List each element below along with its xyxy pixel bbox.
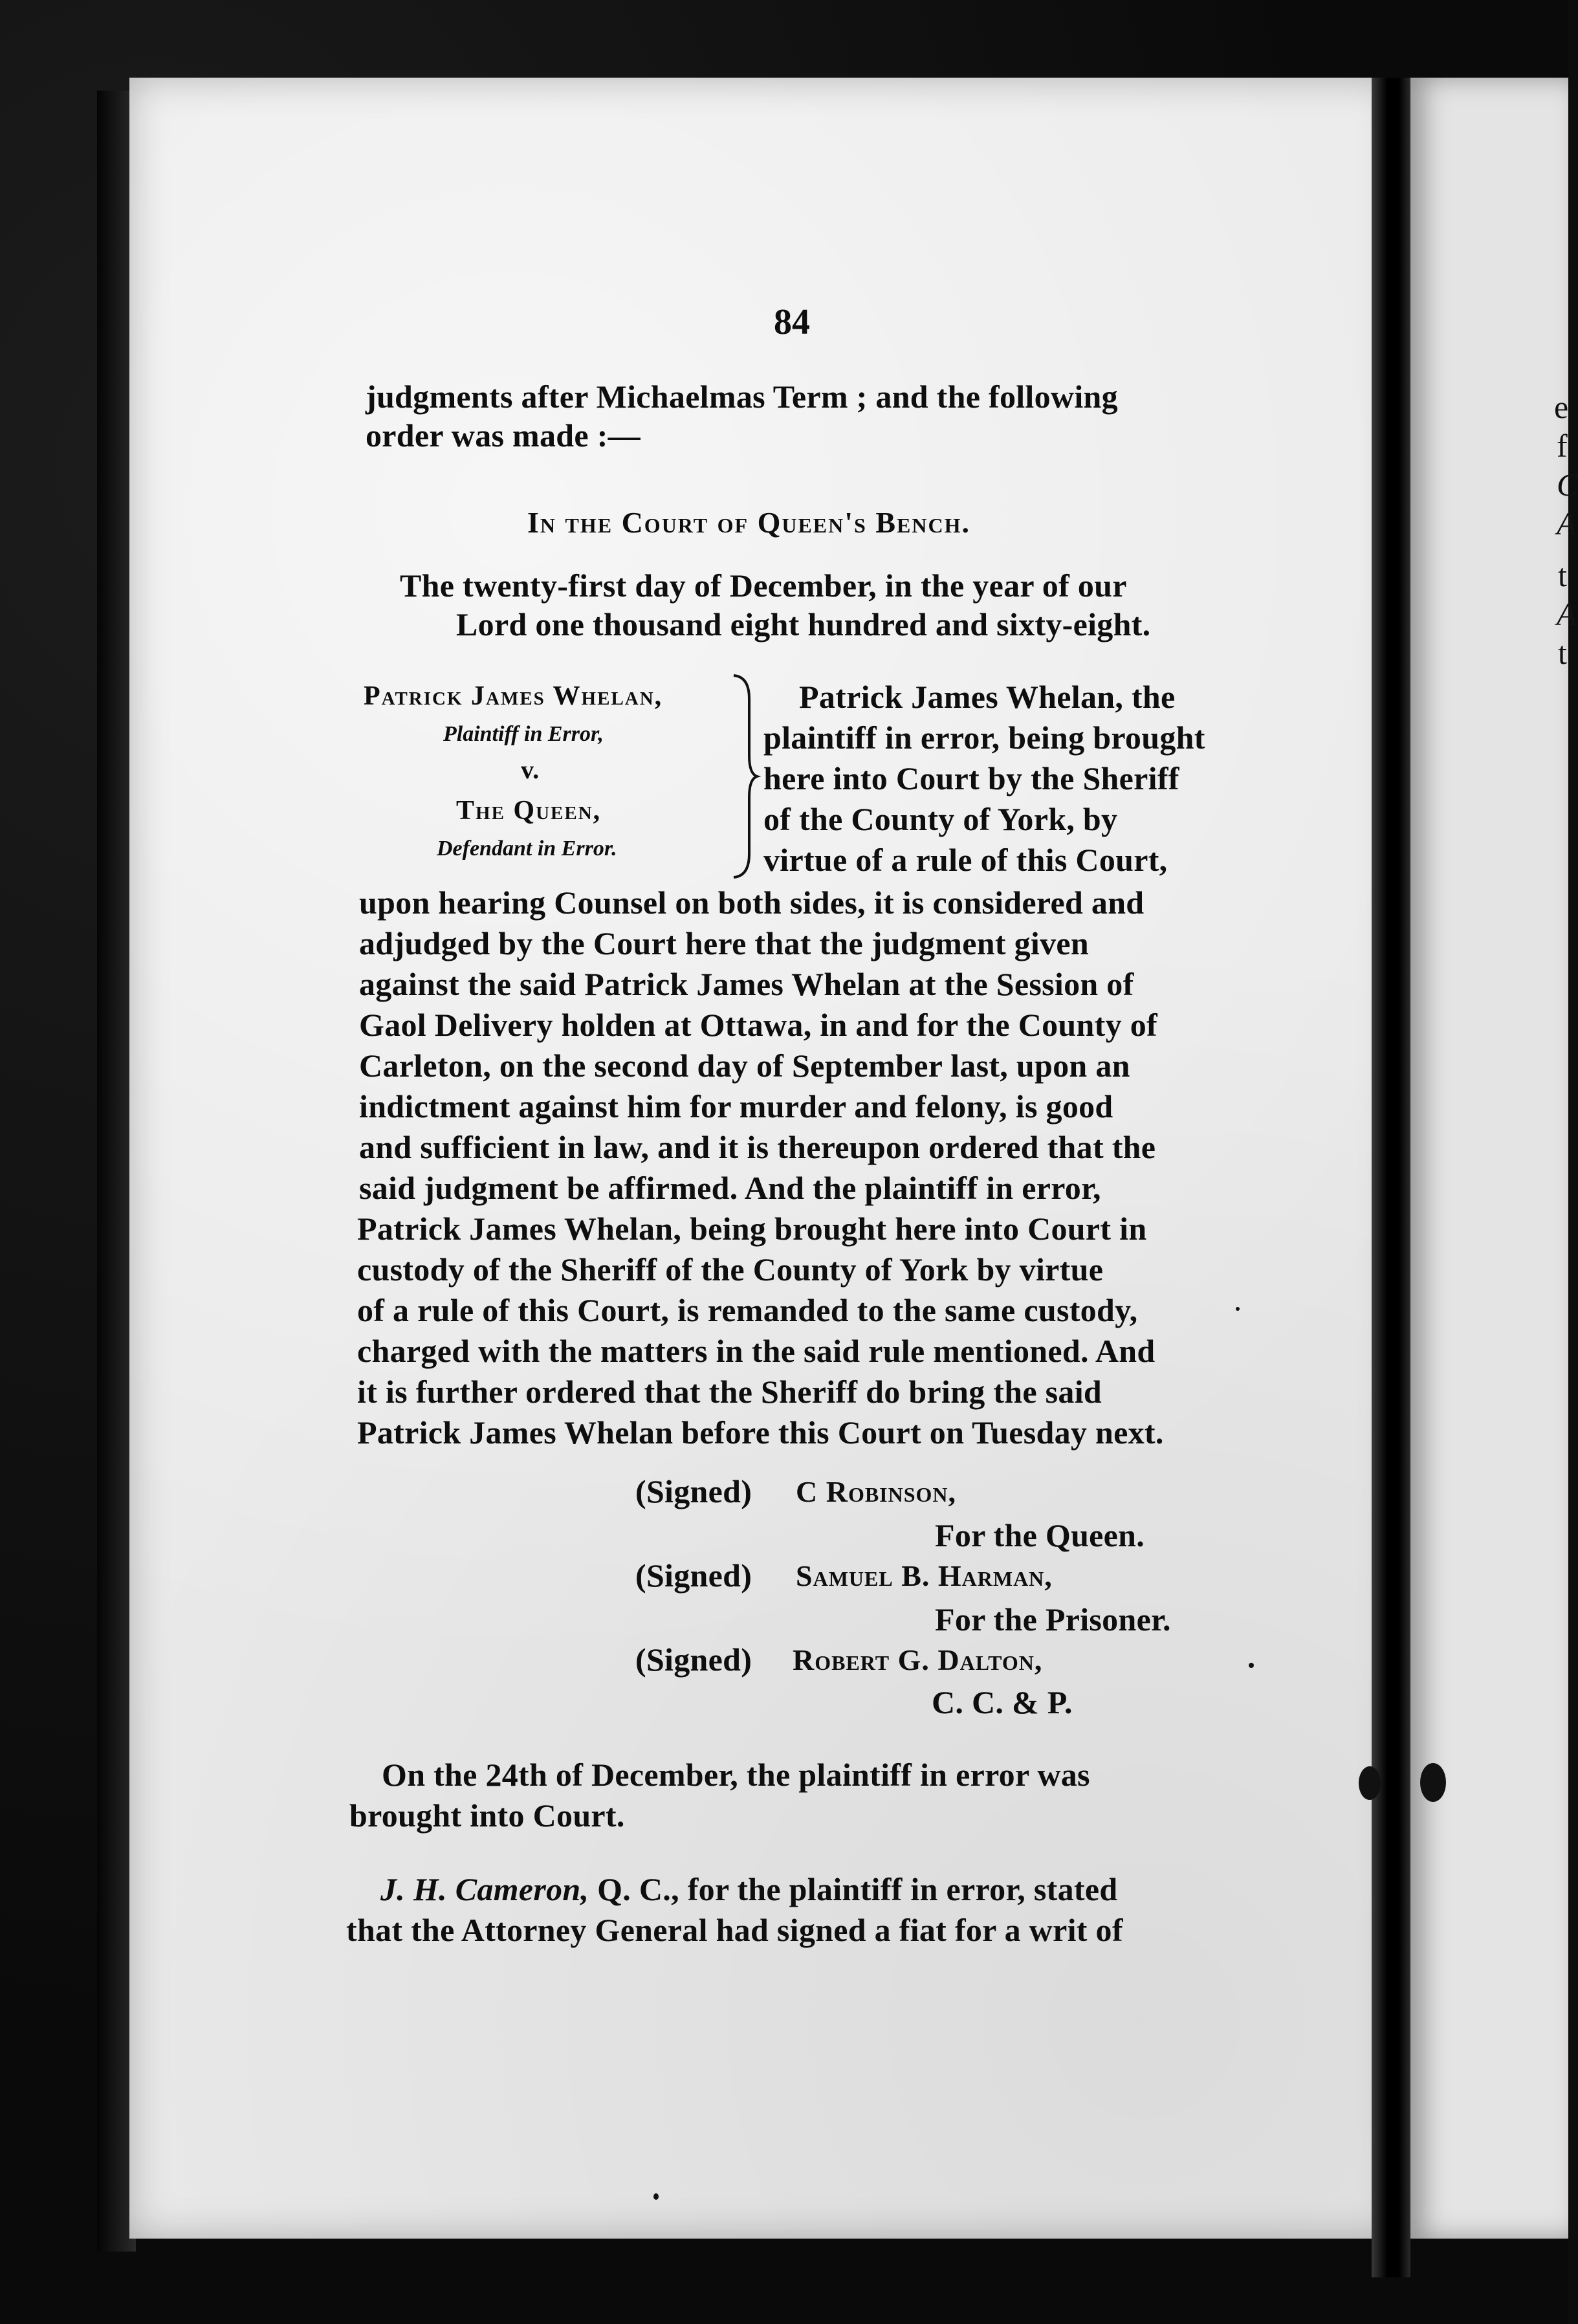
order-line: Carleton, on the second day of September last, upon an [359, 1047, 1130, 1084]
signed-label: (Signed) [635, 1557, 752, 1594]
caption-line: of the County of York, by [763, 801, 1118, 837]
curly-brace [731, 673, 757, 880]
facing-fragment: t [1558, 635, 1567, 671]
order-line: of a rule of this Court, is remanded to the same custody, [357, 1292, 1138, 1328]
facing-fragment: f [1557, 428, 1568, 464]
caption-line: plaintiff in error, being brought [763, 719, 1205, 756]
signatory-role: C. C. & P. [932, 1684, 1073, 1720]
plaintiff-name: Patrick James Whelan, [364, 681, 663, 711]
signatory-name: Samuel B. Harman, [796, 1559, 1053, 1592]
court-heading: In the Court of Queen's Bench. [527, 506, 970, 539]
plaintiff-role: Plaintiff in Error, [443, 722, 604, 746]
signatory-role: For the Prisoner. [935, 1601, 1171, 1638]
signed-label: (Signed) [635, 1473, 752, 1509]
order-line: said judgment be affirmed. And the plaintiff in error, [359, 1170, 1101, 1206]
closing-line: On the 24th of December, the plaintiff in error was [382, 1757, 1090, 1793]
counsel-name: J. H. Cameron, [380, 1871, 589, 1907]
caption-line: Patrick James Whelan, the [799, 679, 1176, 715]
caption-line: here into Court by the Sheriff [763, 760, 1179, 796]
speck [653, 2193, 659, 2200]
ink-blot [1359, 1766, 1381, 1800]
caption-line: virtue of a rule of this Court, [763, 842, 1168, 878]
order-line: it is further ordered that the Sheriff do bring the said [357, 1374, 1102, 1410]
order-line: indictment against him for murder and felony, is good [359, 1088, 1113, 1124]
speck [1236, 1307, 1240, 1311]
order-line: against the said Patrick James Whelan at the Session of [359, 966, 1134, 1002]
defendant-name: The Queen, [456, 796, 602, 826]
signed-label: (Signed) [635, 1641, 752, 1678]
intro-line: order was made :— [366, 417, 641, 454]
signatory-role: For the Queen. [935, 1517, 1145, 1553]
facing-fragment: t [1558, 557, 1567, 593]
versus: v. [521, 755, 540, 784]
signatory-name: C Robinson, [796, 1475, 957, 1508]
order-line: custody of the Sheriff of the County of York by virtue [357, 1251, 1104, 1288]
date-line: The twenty-first day of December, in the year of our [400, 567, 1127, 604]
facing-fragment: A [1557, 505, 1577, 542]
order-line: adjudged by the Court here that the judgment given [359, 925, 1089, 961]
facing-page [1410, 78, 1578, 2239]
facing-fragment: e [1554, 389, 1569, 425]
order-line: and sufficient in law, and it is thereupon ordered that the [359, 1129, 1156, 1165]
order-line: Patrick James Whelan before this Court on Tuesday next. [357, 1414, 1164, 1451]
order-line: charged with the matters in the said rule mentioned. And [357, 1333, 1156, 1369]
page-gutter [1372, 78, 1410, 2277]
intro-line: judgments after Michaelmas Term ; and the following [366, 378, 1118, 415]
order-line: Gaol Delivery holden at Ottawa, in and for the County of [359, 1007, 1157, 1043]
facing-fragment: C [1557, 466, 1578, 503]
final-line-rest: Q. C., for the plaintiff in error, stated [589, 1871, 1118, 1907]
defendant-role: Defendant in Error. [437, 837, 617, 861]
facing-fragment: A [1557, 596, 1577, 632]
speck [1249, 1663, 1254, 1668]
ink-blot [1420, 1763, 1446, 1802]
page-number: 84 [774, 302, 810, 342]
date-line: Lord one thousand eight hundred and sixty-eight. [456, 606, 1151, 642]
order-line: upon hearing Counsel on both sides, it is considered and [359, 884, 1145, 921]
signatory-name: Robert G. Dalton, [793, 1643, 1043, 1676]
final-paragraph-line: that the Attorney General had signed a fiat for a writ of [346, 1912, 1123, 1948]
order-line: Patrick James Whelan, being brought here into Court in [357, 1211, 1147, 1247]
closing-line: brought into Court. [349, 1797, 625, 1834]
final-paragraph-line [380, 1873, 1117, 1905]
